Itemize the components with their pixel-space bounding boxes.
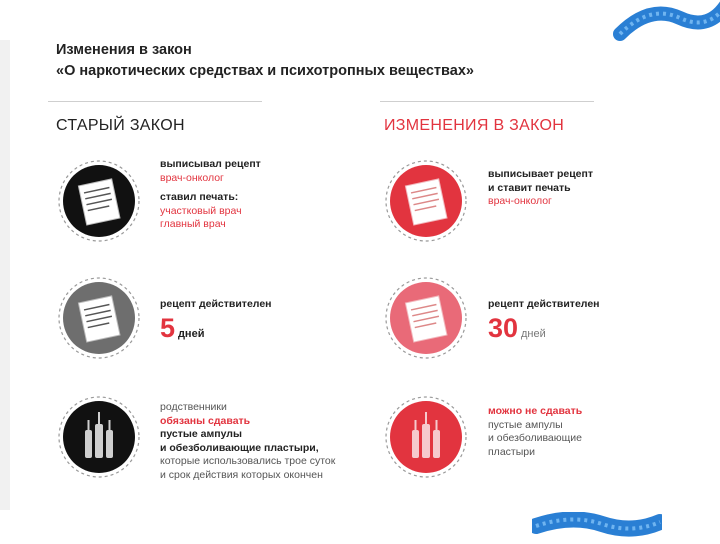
document-icon [385, 277, 467, 359]
old-row1-text [160, 158, 261, 232]
old-row3-line2: обязаны сдавать [160, 414, 251, 427]
document-icon [58, 160, 140, 242]
old-row3-line5: которые использовались трое суток [160, 455, 336, 467]
new-row2-text [488, 298, 600, 342]
new-validity-number: 30 [488, 312, 519, 343]
old-row3-line3: пустые ампулы [160, 428, 242, 440]
ampoules-icon [58, 396, 140, 478]
old-row3-line1: родственники [160, 401, 227, 413]
changes-heading: ИЗМЕНЕНИЯ В ЗАКОН [384, 117, 565, 134]
decorative-blue-pattern [532, 512, 662, 544]
old-row1-line2: врач-онколог [160, 171, 224, 184]
new-row1-text [488, 168, 593, 209]
new-row3-line4: пластыри [488, 445, 535, 458]
document-icon [58, 277, 140, 359]
old-row1-line3: ставил печать: [160, 191, 239, 203]
old-row3-text [160, 401, 335, 482]
new-row3-line1: можно не сдавать [488, 405, 583, 417]
old-row2-text [160, 298, 272, 342]
new-row3-line3: и обезболивающие [488, 432, 582, 444]
left-edge-strip [0, 40, 10, 510]
new-row2-label: рецепт действителен [488, 298, 600, 310]
old-validity-unit: дней [177, 327, 205, 340]
divider-new [380, 101, 594, 102]
old-row3-line4: и обезболивающие пластыри, [160, 441, 319, 454]
divider-old [48, 101, 262, 102]
new-row1-line3: врач-онколог [488, 195, 552, 207]
new-row1-line2: и ставит печать [488, 181, 571, 194]
new-row3-line2: пустые ампулы [488, 418, 563, 431]
new-validity-unit: дней [520, 327, 546, 340]
old-law-heading: СТАРЫЙ ЗАКОН [56, 117, 185, 134]
page-title [56, 40, 474, 82]
new-row1-line1: выписывает рецепт [488, 168, 593, 180]
old-row1-line5: главный врач [160, 218, 226, 230]
old-row1-line4: участковый врач [160, 204, 242, 217]
ampoules-icon [385, 396, 467, 478]
old-row1-line1: выписывал рецепт [160, 158, 261, 170]
old-validity-number: 5 [160, 312, 176, 343]
old-row3-line6: и срок действия которых окончен [160, 468, 323, 481]
new-row3-text [488, 405, 582, 459]
document-icon [385, 160, 467, 242]
title-line-2: «О наркотических средствах и психотропных веществах» [56, 63, 474, 79]
old-row2-label: рецепт действителен [160, 298, 272, 310]
decorative-blue-pattern [610, 0, 720, 50]
title-line-1: Изменения в закон [56, 42, 192, 58]
